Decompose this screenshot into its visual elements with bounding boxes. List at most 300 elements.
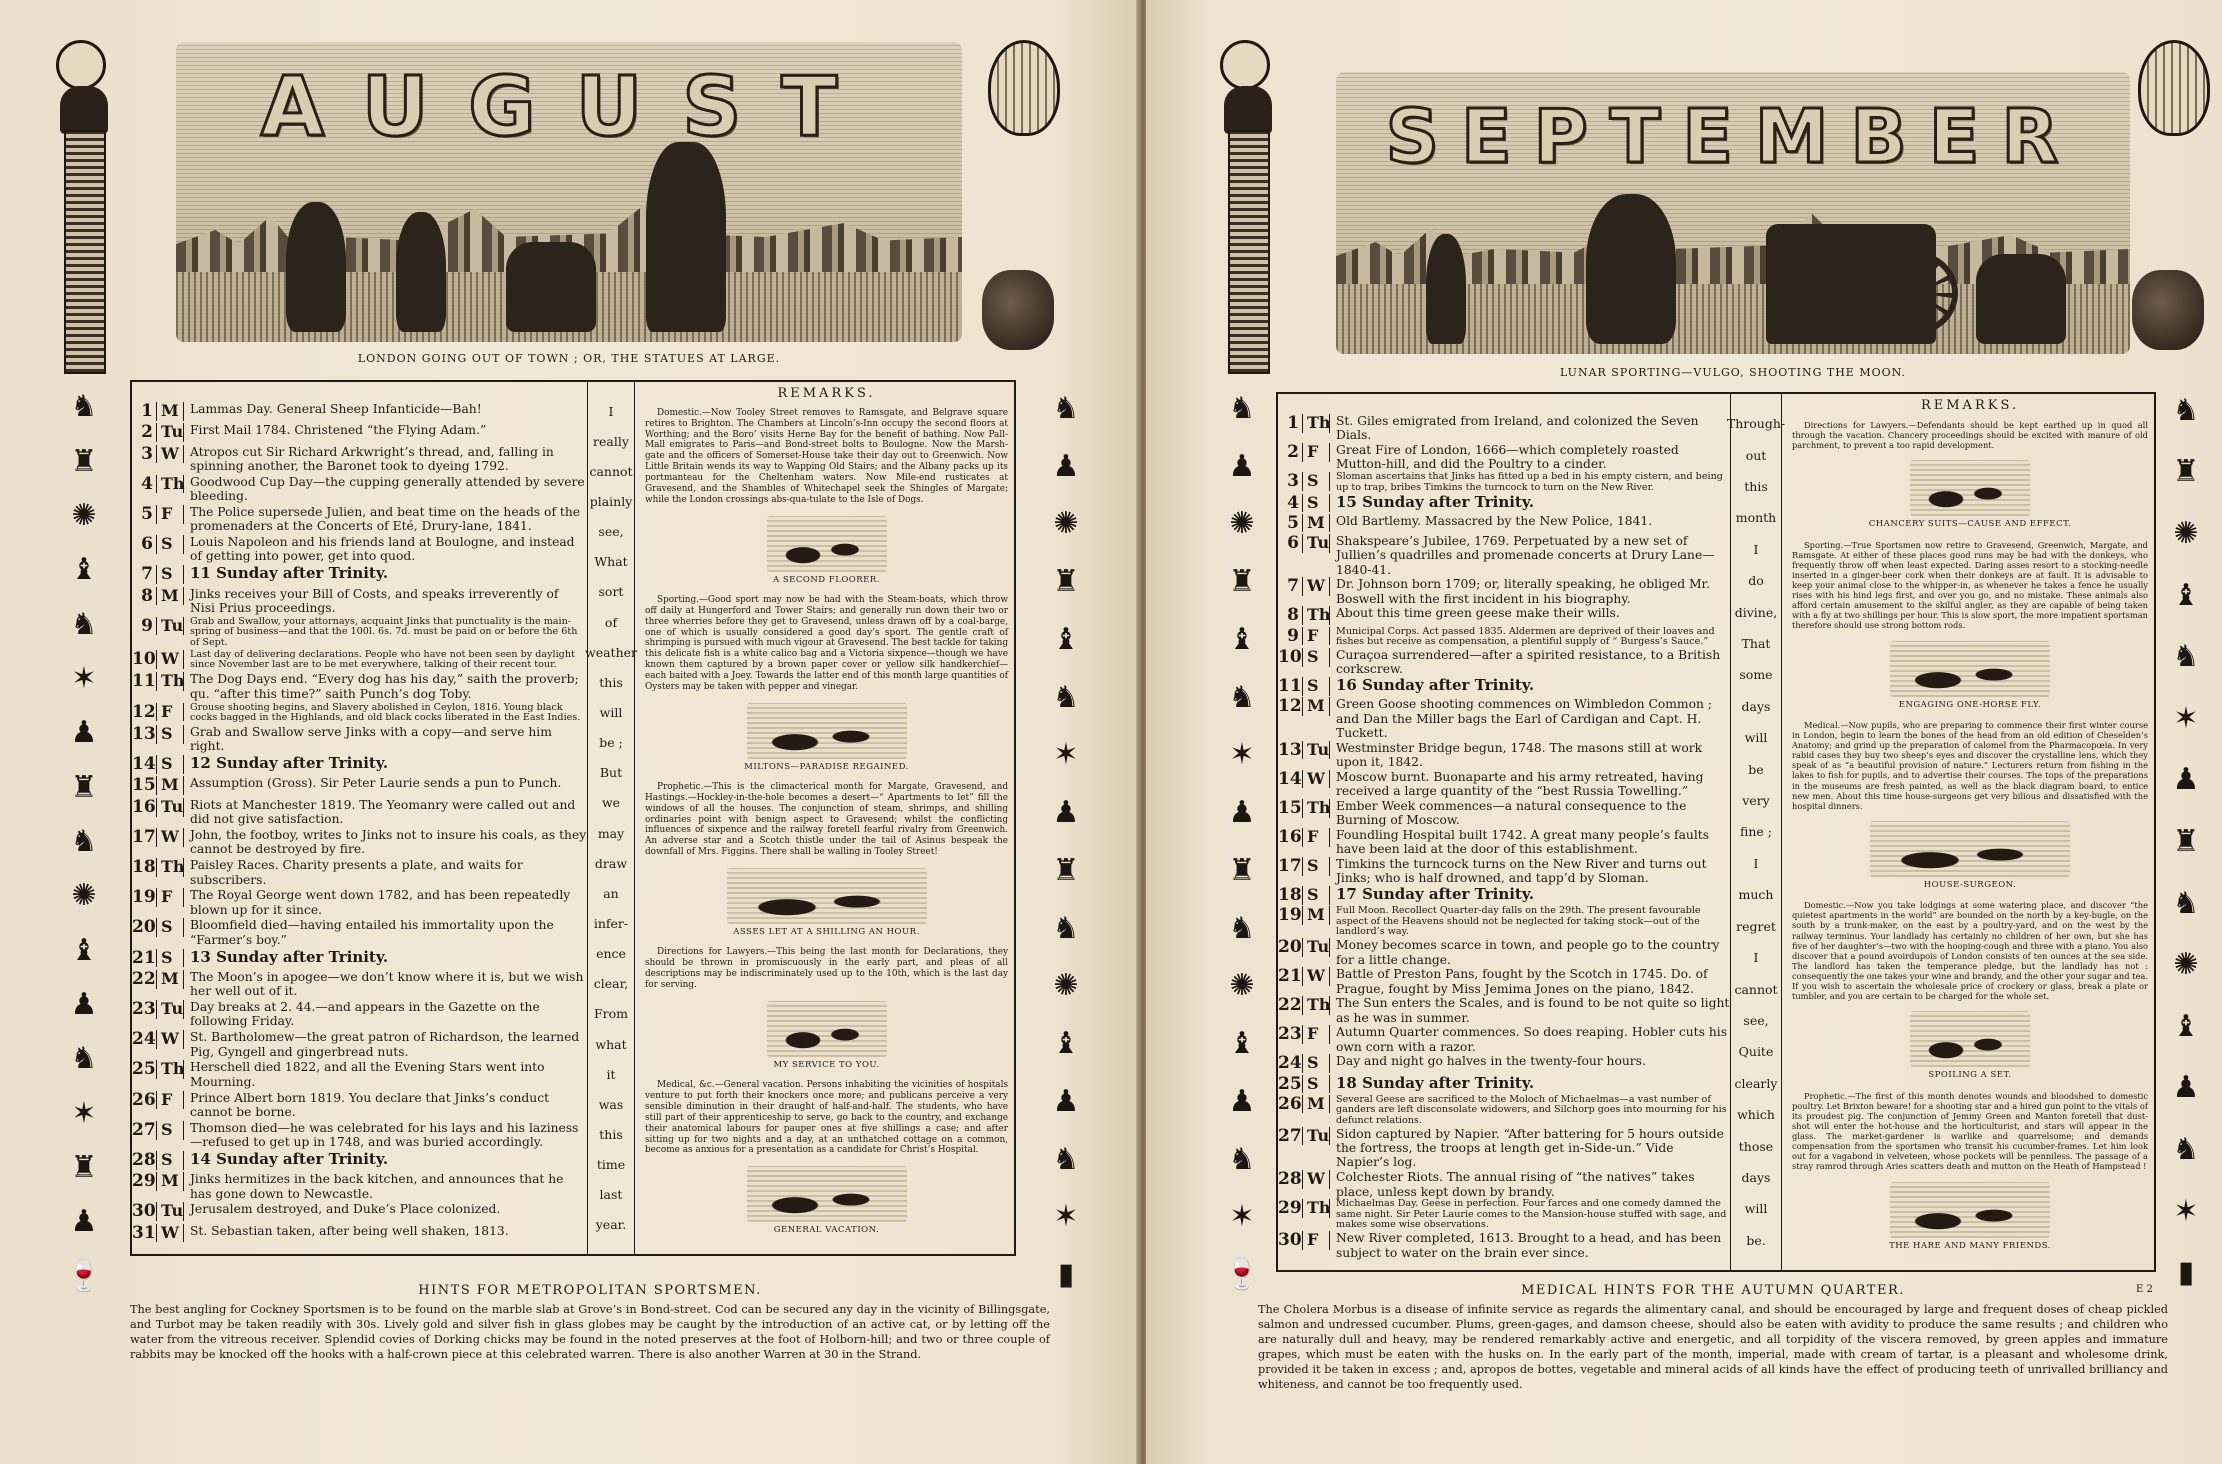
day-number: 28 xyxy=(132,1149,156,1170)
calendar-day-row xyxy=(1278,906,1730,938)
day-of-week: Th xyxy=(1302,996,1330,1015)
calendar-day-row xyxy=(132,755,587,775)
day-of-week: Th xyxy=(1302,799,1330,818)
remark-paragraph: Medical.—Now pupils, who are preparing to commence their first winter course in London, begin to learn the bones of the head from an old edition of Cheselden’s Anatomy; and grind up the preparation of calomel from the Pharmacopœia. In very rabid cases they buy two sheep’s eyes and discover the crystalline lens, which they speak of as “a beautiful provision of nature.” Lecturers return from fishing in the lakes to fish for pupils, and to advertise their courses. The tops of the preparations in the museums are fresh painted, as well as the black diagram board, to entice new men. About this time house-surgeons get very bilious and dissatisfied with the hospital dinners. xyxy=(1792,719,2148,811)
statue-figure-icon xyxy=(396,212,446,332)
column-pillar-icon xyxy=(1228,130,1270,374)
day-event: Atropos cut Sir Richard Arkwright’s thread, and, falling in spinning another, the Baronet took to dyeing 1792. xyxy=(190,444,554,473)
day-number: 29 xyxy=(1278,1198,1302,1219)
day-of-week: S xyxy=(1302,857,1330,876)
vignette-illustration xyxy=(645,1001,1008,1070)
balloon-icon xyxy=(2138,40,2210,136)
verse-word: may xyxy=(597,825,625,841)
day-of-week: Th xyxy=(156,858,184,877)
verse-word: I xyxy=(608,403,614,419)
day-event: Jinks receives your Bill of Costs, and speaks irreverently of Nisi Prius proceedings. xyxy=(190,586,559,615)
day-of-week: F xyxy=(156,703,184,722)
wheel-icon xyxy=(1776,252,1858,334)
day-number: 26 xyxy=(1278,1093,1302,1114)
day-event: St. Sebastian taken, after being well shaken, 1813. xyxy=(190,1223,509,1238)
verse-word: divine, xyxy=(1734,604,1778,620)
calendar-day-row xyxy=(132,423,587,443)
left-margin-border xyxy=(54,380,114,1304)
imp-figure-icon: ✺ xyxy=(2173,515,2199,551)
calendar-day-row xyxy=(132,949,587,969)
engraving-icon xyxy=(767,1001,887,1057)
vignette-illustration xyxy=(645,703,1008,772)
day-of-week: M xyxy=(1302,906,1330,925)
day-number: 9 xyxy=(141,615,153,636)
imp-figure-icon: ✺ xyxy=(71,878,97,914)
punch-figure-icon xyxy=(60,86,108,134)
verse-word: plainly xyxy=(589,493,633,509)
day-event: Bloomfield died—having entailed his immortality upon the “Farmer’s boy.” xyxy=(190,918,554,947)
verse-word: I xyxy=(1753,855,1759,871)
imp-figure-icon: ✺ xyxy=(1053,968,1079,1004)
calendar-day-row xyxy=(1278,677,1730,697)
verse-word: time xyxy=(596,1157,626,1173)
imp-figure-icon: ✶ xyxy=(1053,737,1079,773)
verse-word: days xyxy=(1741,1169,1771,1185)
calendar-day-row xyxy=(1278,443,1730,472)
vignette-caption: THE HARE AND MANY FRIENDS. xyxy=(1889,1240,2051,1251)
day-number: 24 xyxy=(1278,1053,1302,1074)
verse-word: out xyxy=(1745,447,1767,463)
day-of-week: Tu xyxy=(156,617,184,636)
day-of-week: M xyxy=(156,1172,184,1191)
day-of-week: W xyxy=(1302,1170,1330,1189)
day-of-week: Tu xyxy=(1302,1127,1330,1146)
august-calendar xyxy=(130,380,1016,1256)
verse-word: of xyxy=(604,614,618,630)
day-of-week: F xyxy=(156,888,184,907)
day-of-week: S xyxy=(1302,648,1330,667)
imp-figure-icon: ♜ xyxy=(2172,454,2200,490)
day-of-week: M xyxy=(156,587,184,606)
september-remarks xyxy=(1782,394,2158,1270)
calendar-day-row xyxy=(1278,1199,1730,1231)
wine-glass-icon: 🍷 xyxy=(1223,1257,1261,1293)
imp-figure-icon: ♜ xyxy=(70,443,98,479)
verse-word: clear, xyxy=(593,976,629,992)
calendar-day-row xyxy=(1278,799,1730,828)
verse-word: this xyxy=(1744,479,1768,495)
remark-paragraph: Prophetic.—This is the climacterical month for Margate, Gravesend, and Hastings.—Hockley-in-the-hole becomes a desert—“ Apartments to let” fill the windows of all the houses. The conjunction of steam, shrimps, and shilling ordinaries point with benign aspect to Gravesend; whilst the conflicting influences of sixpence and the railway foretell fearful rivalry from Greenwich. An adverse star and a Scotch thistle under the tail of Asinus bespeak the downfall of Mrs. Figgins. There shall be walling in Tooley Street! xyxy=(645,782,1008,858)
calendar-day-row xyxy=(132,1000,587,1029)
calendar-day-row xyxy=(132,650,587,671)
day-event: Foundling Hospital built 1742. A great many people’s faults have been laid at the door of this establishment. xyxy=(1336,827,1710,857)
imp-figure-icon: ♞ xyxy=(1228,679,1256,715)
vignette-caption: MY SERVICE TO YOU. xyxy=(773,1059,880,1070)
calendar-day-row xyxy=(132,1224,587,1244)
day-event: New River completed, 1613. Brought to a head, and has been subject to water on the brain ever since. xyxy=(1336,1231,1722,1260)
calendar-day-row xyxy=(132,888,587,917)
verse-word: those xyxy=(1738,1138,1774,1154)
imp-figure-icon: ✶ xyxy=(1053,1199,1079,1235)
day-number: 2 xyxy=(1287,442,1299,463)
imp-figure-icon: ♞ xyxy=(2172,639,2200,675)
day-event: Grab and Swallow, your attornays, acquaint Jinks that punctuality is the main-spring of business—and that the 100l. 6s. 7d. must be paid on or before the 6th of Sept. xyxy=(190,615,578,648)
imp-figure-icon: ♝ xyxy=(2172,1008,2200,1044)
day-number: 10 xyxy=(132,648,156,669)
day-event: Dr. Johnson born 1709; or, literally speaking, he obliged Mr. Boswell with the first incident in his biography. xyxy=(1336,577,1710,606)
calendar-day-row xyxy=(132,1151,587,1171)
verse-word: That xyxy=(1741,636,1771,652)
imp-figure-icon: ♟ xyxy=(2172,762,2200,798)
verse-word: draw xyxy=(594,855,628,871)
august-banner-title: AUGUST xyxy=(260,60,878,155)
verse-word: very xyxy=(1742,793,1770,809)
wheel-icon xyxy=(1876,252,1958,334)
day-event: Sloman ascertains that Jinks has fitted up a bed in his empty cistern, and being up to trap, bribes Timkins the turncock to turn on the New River. xyxy=(1336,471,1723,493)
hints-text: The best angling for Cockney Sportsmen is to be found on the marble slab at Grove’s in Bond-street. Cod can be secured any day in the vicinity of Billingsgate, and Turbot may be taken readily with 30s. Lively gold and silver fish in glass globes may be caught by the introduction of an active cat, or by letting off the water from the vitreous receiver. Splendid covies of Dorking chicks may be found in the noted preserves at the foot of Holborn-hill; and two or three couple of rabbits may be knocked off the hooks with a half-crown piece at this celebrated warren. There is also another Warren at 30 in the Strand. xyxy=(130,1303,1050,1361)
imp-figure-icon: ♟ xyxy=(1228,448,1256,484)
day-of-week: M xyxy=(1302,514,1330,533)
verse-word: year. xyxy=(595,1217,627,1233)
figure-icon xyxy=(1426,234,1466,344)
imp-figure-icon: ✶ xyxy=(2173,1193,2199,1229)
august-verse-column xyxy=(587,382,635,1254)
day-number: 30 xyxy=(1278,1230,1302,1251)
day-number: 24 xyxy=(132,1029,156,1050)
day-number: 3 xyxy=(141,443,153,464)
remark-paragraph: Sporting.—True Sportsmen now retire to Gravesend, Greenwich, Margate, and Ramsgate. At either of these places good runs may be had with the donkeys, who frequently throw off when least expected. Daring asses resort to a stocking-needle inserted in a ginger-beer cork when their donkeys are at fault. It is advisable to keep your animal close to the whipper-in, as whenever he takes a fence he usually rises with his hind legs first, and over you go, and no mistake. These animals also afford certain amusement to the skilful angler, as they are capable of being taken with a fly at two shillings per hour. This is slow sport, the more impatient sportsman therefore should use strong bottom rods. xyxy=(1792,539,2148,631)
imp-figure-icon: ♟ xyxy=(1228,1083,1256,1119)
day-event: The Moon’s in apogee—we don’t know where it is, but we wish her well out of it. xyxy=(190,969,584,999)
day-event: The Police supersede Julien, and beat time on the heads of the promenaders at the Concerts of Eté, Drury-lane, 1841. xyxy=(190,504,581,534)
september-calendar xyxy=(1276,392,2156,1272)
imp-figure-icon: ✶ xyxy=(1229,737,1255,773)
september-verse-column xyxy=(1726,394,1786,1270)
day-of-week: Tu xyxy=(156,1202,184,1221)
verse-word: But xyxy=(599,765,623,781)
day-of-week: W xyxy=(156,1030,184,1049)
verse-word: was xyxy=(598,1096,624,1112)
imp-figure-icon: ♞ xyxy=(70,389,98,425)
day-number: 3 xyxy=(1287,471,1299,492)
day-event: Day breaks at 2. 44.—and appears in the Gazette on the following Friday. xyxy=(190,1000,540,1029)
verse-word: will xyxy=(1744,1201,1768,1217)
day-of-week: Th xyxy=(156,672,184,691)
engraving-icon xyxy=(1870,821,2070,877)
calendar-day-row xyxy=(1278,828,1730,857)
day-of-week: Th xyxy=(1302,1199,1330,1218)
august-caption: LONDON GOING OUT OF TOWN ; OR, THE STATUES AT LARGE. xyxy=(357,352,781,365)
day-number: 15 xyxy=(132,775,156,796)
day-number: 4 xyxy=(1287,492,1299,513)
calendar-day-row xyxy=(132,505,587,534)
metropolitan-sportsmen-hints xyxy=(130,1282,1050,1363)
calendar-day-row xyxy=(132,565,587,585)
day-of-week: M xyxy=(1302,697,1330,716)
medical-hints xyxy=(1258,1282,2168,1393)
vignette-illustration xyxy=(1792,641,2148,710)
calendar-day-row xyxy=(132,617,587,649)
moon-face-icon xyxy=(56,40,106,90)
day-event: Westminster Bridge begun, 1748. The masons still at work upon it, 1842. xyxy=(1336,740,1703,770)
day-of-week: F xyxy=(1302,443,1330,462)
day-event: Louis Napoleon and his friends land at Boulogne, and instead of getting into power, get into quod. xyxy=(190,535,575,564)
verse-word: I xyxy=(1753,950,1759,966)
day-event: Battle of Preston Pans, fought by the Scotch in 1745. Do. of Prague, fought by Miss Jemima Jones on the piano, 1842. xyxy=(1336,967,1708,996)
day-number: 20 xyxy=(132,917,156,938)
day-of-week: Th xyxy=(1302,606,1330,625)
day-event: Moscow burnt. Buonaparte and his army retreated, having received a large quantity of the “best Russia Towelling.” xyxy=(1336,769,1704,799)
day-event: Prince Albert born 1819. You declare that Jinks’s conduct cannot be borne. xyxy=(190,1090,550,1119)
day-of-week: F xyxy=(1302,1231,1330,1250)
day-of-week: S xyxy=(1302,677,1330,696)
imp-figure-icon: ♞ xyxy=(1228,910,1256,946)
vignette-caption: HOUSE-SURGEON. xyxy=(1923,879,2017,890)
day-event: Goodwood Cup Day—the cupping generally attended by severe bleeding. xyxy=(190,474,585,504)
day-of-week: W xyxy=(1302,770,1330,789)
day-event: Thomson died—he was celebrated for his lays and his laziness—refused to get up in 1748, and was buried accordingly. xyxy=(190,1120,579,1150)
day-number: 14 xyxy=(1278,768,1302,789)
verse-word: see, xyxy=(1743,1012,1769,1028)
day-of-week: W xyxy=(1302,577,1330,596)
imp-figure-icon: ♜ xyxy=(70,769,98,805)
day-number: 14 xyxy=(132,754,156,775)
verse-word: ence xyxy=(596,946,626,962)
day-of-week: S xyxy=(1302,494,1330,513)
right-margin-border xyxy=(2156,380,2216,1304)
day-event: Sidon captured by Napier. “After battering for 5 hours outside the fortress, the troops at length get in-Side-un.” Vide Napier’s log. xyxy=(1336,1126,1724,1170)
imp-figure-icon: ♞ xyxy=(2172,392,2200,428)
day-event: Shakspeare’s Jubilee, 1769. Perpetuated by a new set of Jullien’s quadrilles and promenade concerts at Drury Lane—1840-41. xyxy=(1336,533,1715,577)
imp-figure-icon: ♞ xyxy=(70,606,98,642)
engraving-icon xyxy=(1890,641,2050,697)
calendar-day-row xyxy=(132,1091,587,1120)
day-of-week: F xyxy=(156,505,184,524)
imp-figure-icon: ♞ xyxy=(70,1041,98,1077)
calendar-day-row xyxy=(1278,472,1730,493)
left-corner-ornament xyxy=(1210,40,1290,400)
imp-figure-icon: ✺ xyxy=(1053,506,1079,542)
left-corner-ornament xyxy=(46,40,126,400)
calendar-day-row xyxy=(1278,1095,1730,1127)
day-event: Ember Week commences—a natural consequence to the Burning of Moscow. xyxy=(1336,798,1687,828)
day-number: 29 xyxy=(132,1171,156,1192)
day-of-week: W xyxy=(156,445,184,464)
day-number: 17 xyxy=(132,826,156,847)
imp-figure-icon: ♝ xyxy=(1052,621,1080,657)
day-number: 27 xyxy=(132,1119,156,1140)
calendar-day-row xyxy=(132,535,587,564)
day-event: St. Bartholomew—the great patron of Richardson, the learned Pig, Gyngell and gingerbread nuts. xyxy=(190,1030,580,1059)
day-event: Grab and Swallow serve Jinks with a copy—and serve him right. xyxy=(190,725,552,754)
day-event: Riots at Manchester 1819. The Yeomanry were called out and did not give satisfaction. xyxy=(190,797,576,827)
day-of-week: S xyxy=(156,535,184,554)
verse-word: infer- xyxy=(593,915,629,931)
engraving-icon xyxy=(727,868,927,924)
imp-figure-icon: ✺ xyxy=(2173,947,2199,983)
engraving-icon xyxy=(1890,1182,2050,1238)
day-of-week: Th xyxy=(1302,414,1330,433)
day-of-week: Th xyxy=(156,1060,184,1079)
imp-figure-icon: ♟ xyxy=(70,715,98,751)
day-number: 8 xyxy=(1287,605,1299,626)
day-of-week: S xyxy=(156,565,184,584)
vignette-illustration xyxy=(645,868,1008,937)
vignette-caption: MILTONS—PARADISE REGAINED. xyxy=(744,761,909,772)
calendar-day-row xyxy=(1278,886,1730,906)
vignette-caption: ASSES LET AT A SHILLING AN HOUR. xyxy=(733,927,920,938)
calendar-day-row xyxy=(132,587,587,616)
calendar-day-row xyxy=(132,918,587,947)
verse-word: cannot xyxy=(1734,981,1778,997)
verse-word: will xyxy=(599,704,623,720)
imp-figure-icon: ♝ xyxy=(70,932,98,968)
day-event: John, the footboy, writes to Jinks not to insure his coals, as they cannot be destroyed by fire. xyxy=(190,827,587,857)
day-of-week: S xyxy=(156,918,184,937)
day-of-week: Tu xyxy=(156,1000,184,1019)
remarks-heading: REMARKS. xyxy=(777,386,876,401)
verse-word: fine ; xyxy=(1740,824,1772,840)
imp-figure-icon: ♟ xyxy=(1052,448,1080,484)
verse-word: this xyxy=(599,1126,623,1142)
calendar-day-row xyxy=(1278,494,1730,514)
calendar-day-row xyxy=(1278,534,1730,577)
horse-rider-icon xyxy=(506,242,596,332)
day-number: 18 xyxy=(132,857,156,878)
imp-figure-icon: ♝ xyxy=(2172,577,2200,613)
day-event: Grouse shooting begins, and Slavery abolished in Ceylon, 1816. Young black cocks bagged in the Highlands, and old black cocks liberated in the East Indies. xyxy=(190,701,581,724)
imp-figure-icon: ♜ xyxy=(2172,823,2200,859)
verse-word: month xyxy=(1735,510,1777,526)
calendar-day-row xyxy=(1278,627,1730,648)
day-number: 21 xyxy=(132,947,156,968)
column-pillar-icon xyxy=(64,130,106,374)
imp-figure-icon: ✶ xyxy=(71,660,97,696)
day-number: 9 xyxy=(1287,625,1299,646)
verse-word: regret xyxy=(1736,918,1776,934)
calendar-day-row xyxy=(1278,697,1730,740)
day-number: 26 xyxy=(132,1089,156,1110)
day-of-week: Tu xyxy=(1302,534,1330,553)
day-number: 8 xyxy=(141,585,153,606)
calendar-day-row xyxy=(132,475,587,504)
calendar-day-row xyxy=(132,798,587,827)
remarks-heading: REMARKS. xyxy=(1920,398,2020,413)
calendar-day-row xyxy=(1278,1127,1730,1170)
man-with-cart-icon xyxy=(1586,194,1676,344)
day-number: 25 xyxy=(1278,1073,1302,1094)
day-number: 23 xyxy=(132,999,156,1020)
calendar-day-row xyxy=(1278,770,1730,799)
vignette-illustration xyxy=(1792,1182,2148,1251)
calendar-day-row xyxy=(1278,606,1730,626)
september-caption: LUNAR SPORTING—VULGO, SHOOTING THE MOON. xyxy=(1559,366,1907,379)
verse-word: weather xyxy=(585,644,637,660)
imp-figure-icon: ♝ xyxy=(70,552,98,588)
day-of-week: M xyxy=(156,970,184,989)
right-corner-ornament xyxy=(982,40,1062,400)
day-number: 15 xyxy=(1278,797,1302,818)
calendar-day-row xyxy=(1278,938,1730,967)
day-of-week: Tu xyxy=(156,423,184,442)
verse-word: which xyxy=(1737,1107,1775,1123)
day-number: 22 xyxy=(1278,995,1302,1016)
engraving-icon xyxy=(1910,1011,2030,1067)
sunday-heading: 18 Sunday after Trinity. xyxy=(1336,1073,1535,1092)
sunday-heading: 13 Sunday after Trinity. xyxy=(190,947,389,966)
verse-word: see, xyxy=(598,524,624,540)
day-of-week: W xyxy=(156,828,184,847)
day-of-week: F xyxy=(1302,1025,1330,1044)
calendar-day-row xyxy=(132,970,587,999)
day-event: Colchester Riots. The annual rising of “the natives” takes place, unless kept down by brandy. xyxy=(1336,1170,1695,1199)
imp-figure-icon: ♟ xyxy=(2172,1070,2200,1106)
verse-word: Through- xyxy=(1726,416,1786,432)
calendar-day-row xyxy=(132,776,587,796)
imp-figure-icon: ♟ xyxy=(1052,1083,1080,1119)
day-of-week: W xyxy=(156,1224,184,1243)
imp-figure-icon: ✶ xyxy=(1229,1199,1255,1235)
imp-figure-icon: ♜ xyxy=(1052,564,1080,600)
imp-figure-icon: ♞ xyxy=(1052,679,1080,715)
imp-figure-icon: ♞ xyxy=(70,823,98,859)
imp-figure-icon: ♟ xyxy=(70,1204,98,1240)
day-number: 30 xyxy=(132,1201,156,1222)
day-event: Money becomes scarce in town, and people go to the country for a little change. xyxy=(1336,938,1720,967)
imp-figure-icon: ♞ xyxy=(2172,1131,2200,1167)
day-event: Day and night go halves in the twenty-four hours. xyxy=(1336,1054,1646,1069)
calendar-day-row xyxy=(1278,648,1730,677)
verse-word: will xyxy=(1744,730,1768,746)
wine-glass-icon: 🍷 xyxy=(65,1258,103,1294)
day-number: 2 xyxy=(141,422,153,443)
bottle-icon: ▮ xyxy=(2177,1255,2195,1291)
calendar-day-row xyxy=(1278,857,1730,886)
verse-word: be xyxy=(1748,761,1764,777)
calendar-day-row xyxy=(132,858,587,887)
day-of-week: S xyxy=(156,1151,184,1170)
verse-word: What xyxy=(594,554,628,570)
calendar-day-row xyxy=(1278,414,1730,443)
day-of-week: Tu xyxy=(1302,741,1330,760)
imp-figure-icon: ♞ xyxy=(2172,885,2200,921)
hints-text: The Cholera Morbus is a disease of infinite service as regards the alimentary canal, and should be encouraged by large and frequent doses of cheap pickled salmon and undressed cucumber. Plums, green-gages, and damson cheese, should also be eaten with avidity to produce the same results ; and children who are naturally dull and heavy, may be rendered remarkably active and energetic, and all torpidity of the viscera removed, by green apples and immature grapes, which must be eaten with the husks on. In the early part of the month, imperial, made with cream of tartar, is a pleasant and wholesome drink, provided it be taken in excess ; and, apropos de bottes, vegetable and mineral acids of all kinds have the effect of producing teeth of unrivalled brilliancy and whiteness, and cannot be too frequently used. xyxy=(1258,1303,2168,1391)
day-event: Green Goose shooting commences on Wimbledon Common ; and Dan the Miller bags the Earl of Cardigan and Capt. H. Tuckett. xyxy=(1336,697,1712,740)
calendar-day-row xyxy=(1278,1025,1730,1054)
day-event: Great Fire of London, 1666—which completely roasted Mutton-hill, and did the Poultry to a cinder. xyxy=(1336,443,1679,472)
verse-word: last xyxy=(599,1187,623,1203)
day-of-week: S xyxy=(156,755,184,774)
remark-paragraph: Domestic.—Now you take lodgings at some watering place, and discover “the quietest apartments in the world” are bounded on the north by a key-bugle, on the south by a trunk-maker, on the east by a poultry-yard, and on the west by the railway terminus. Your landlady has certainly no children of her own, but she has five of her daughter’s—two with the hooping-cough and three with a piano. You also discover that a pound avoirdupois of London consists of ten ounces at the sea side. The landlord has taken the temperance pledge, but the landlady has not : consequently the one takes your wine and brandy, and the other your sugar and tea. If you wish to ascertain the wholesale price of crockery or glass, break a plate or tumbler, and you are certain to be charged for the whole set. xyxy=(1792,900,2148,1002)
day-number: 11 xyxy=(1278,676,1302,697)
calendar-day-row xyxy=(132,402,587,422)
day-event: First Mail 1784. Christened “the Flying Adam.” xyxy=(190,423,487,438)
balloon-icon xyxy=(988,40,1060,136)
calendar-day-row xyxy=(1278,967,1730,996)
calendar-day-row xyxy=(1278,996,1730,1025)
september-banner-title: SEPTEMBER xyxy=(1385,94,2081,180)
day-event: Paisley Races. Charity presents a plate, and waits for subscribers. xyxy=(190,858,523,887)
vignette-caption: GENERAL VACATION. xyxy=(773,1225,880,1236)
day-event: Full Moon. Recollect Quarter-day falls on the 29th. The present favourable aspect of the Heavens should not be neglected for taking stock—out of the landlord’s way. xyxy=(1336,905,1701,938)
calendar-day-row xyxy=(132,703,587,724)
verse-word: Quite xyxy=(1738,1044,1774,1060)
calendar-day-row xyxy=(1278,514,1730,534)
page-signature: E 2 xyxy=(2136,1284,2153,1295)
moon-face-icon xyxy=(1220,40,1270,90)
remark-paragraph: Domestic.—Now Tooley Street removes to Ramsgate, and Belgrave square retires to Brighton. The Chambers at Lincoln’s-Inn occupy the second floors at Worthing; and the Boro’ visits Herne Bay for the benefit of bathing. Now Pall-Mall emigrates to Paris—and Bond-street bolts to Boulogne. Now the Marsh-gate and the officers of Somerset-House take their day out to Greenwich. Now Little Britain wends its way to Wapping Old Stairs; and the Albany packs up its portmanteau for the Cheltenham waters. Now Mile-end rusticates at Gravesend, and the Shambles of Whitechapel seek the Shingles of Margate; while the London crossings abs-qua-tulate to the Isle of Dogs. xyxy=(645,407,1008,505)
imp-figure-icon: ✶ xyxy=(71,1095,97,1131)
day-of-week: Tu xyxy=(1302,938,1330,957)
day-number: 11 xyxy=(132,671,156,692)
sunday-heading: 15 Sunday after Trinity. xyxy=(1336,492,1535,511)
verse-word: some xyxy=(1739,667,1773,683)
